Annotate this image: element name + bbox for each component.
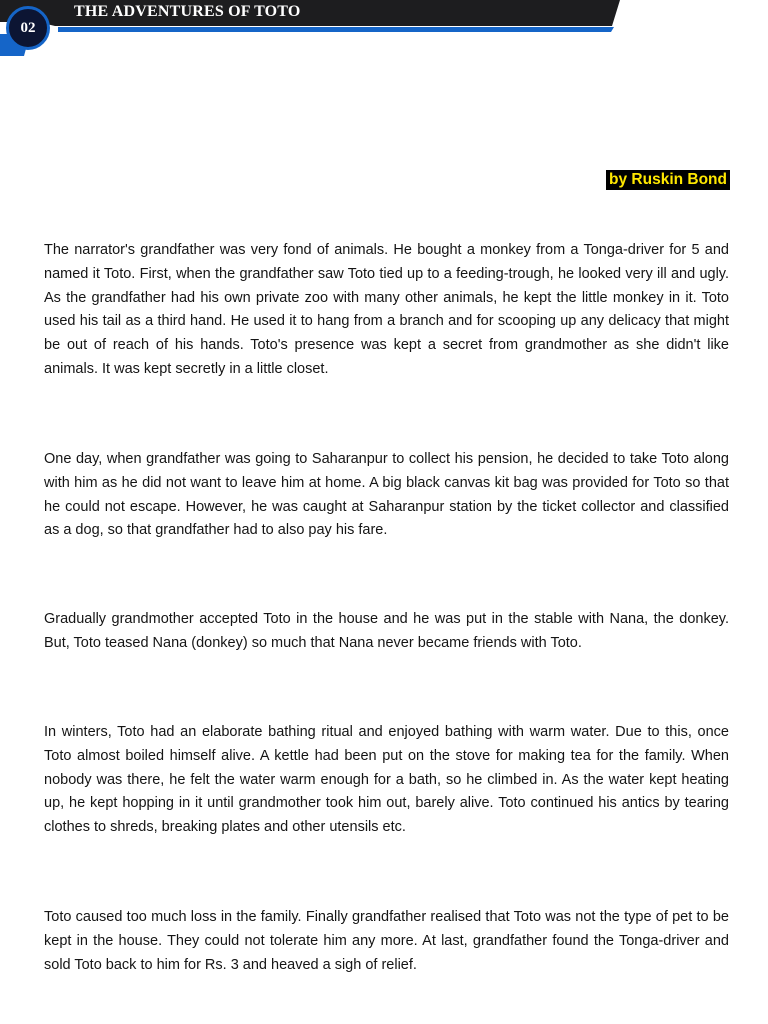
chapter-number-badge: 02 xyxy=(6,6,50,50)
paragraph-3: Gradually grandmother accepted Toto in the house and he was put in the stable with Nana, the donkey. But, Toto teased Nana (donkey) so much that Nana never became friends with Toto. xyxy=(44,611,729,651)
chapter-header xyxy=(0,0,768,60)
paragraph-4: In winters, Toto had an elaborate bathing ritual and enjoyed bathing with warm water. Due to this, once Toto almost boiled himself alive. A kettle had been put on the stove for making tea for the family. When nobody was there, he felt the water warm enough for a bath, so he climbed in. As the water kept heating up, he kept hopping in it until grandmother took him out, barely alive. Toto continued his antics by tearing clothes to shreds, breaking plates and other utensils etc. xyxy=(44,724,729,836)
paragraph-1: The narrator's grandfather was very fond of animals. He bought a monkey from a Tonga-driver for 5 and named it Toto. First, when the grandfather saw Toto tied up to a feeding-trough, he looked very ill and ugly. As the grandfather had his own private zoo with many other animals, he kept the little monkey in it. Toto used his tail as a third hand. He used it to hang from a branch and for scooping up any delicacy that might be out of reach of his hands. Toto's presence was kept a secret from grandmother as she didn't like animals. It was kept secretly in a little closet. xyxy=(44,242,729,377)
paragraph-5: Toto caused too much loss in the family. Finally grandfather realised that Toto was not the type of pet to be kept in the house. They could not tolerate him any more. At last, grandfather found the Tonga-driver and sold Toto back to him for Rs. 3 and heaved a sigh of relief. xyxy=(44,909,729,973)
paragraph-2: One day, when grandfather was going to Saharanpur to collect his pension, he decided to take Toto along with him as he did not want to leave him at home. A big black canvas kit bag was provided for Toto so that he could not escape. However, he was caught at Saharanpur station by the ticket collector and classified as a dog, so that grandfather had to also pay his fare. xyxy=(44,451,729,539)
author-credit: by Ruskin Bond xyxy=(606,170,730,190)
chapter-title: THE ADVENTURES OF TOTO xyxy=(74,3,301,20)
